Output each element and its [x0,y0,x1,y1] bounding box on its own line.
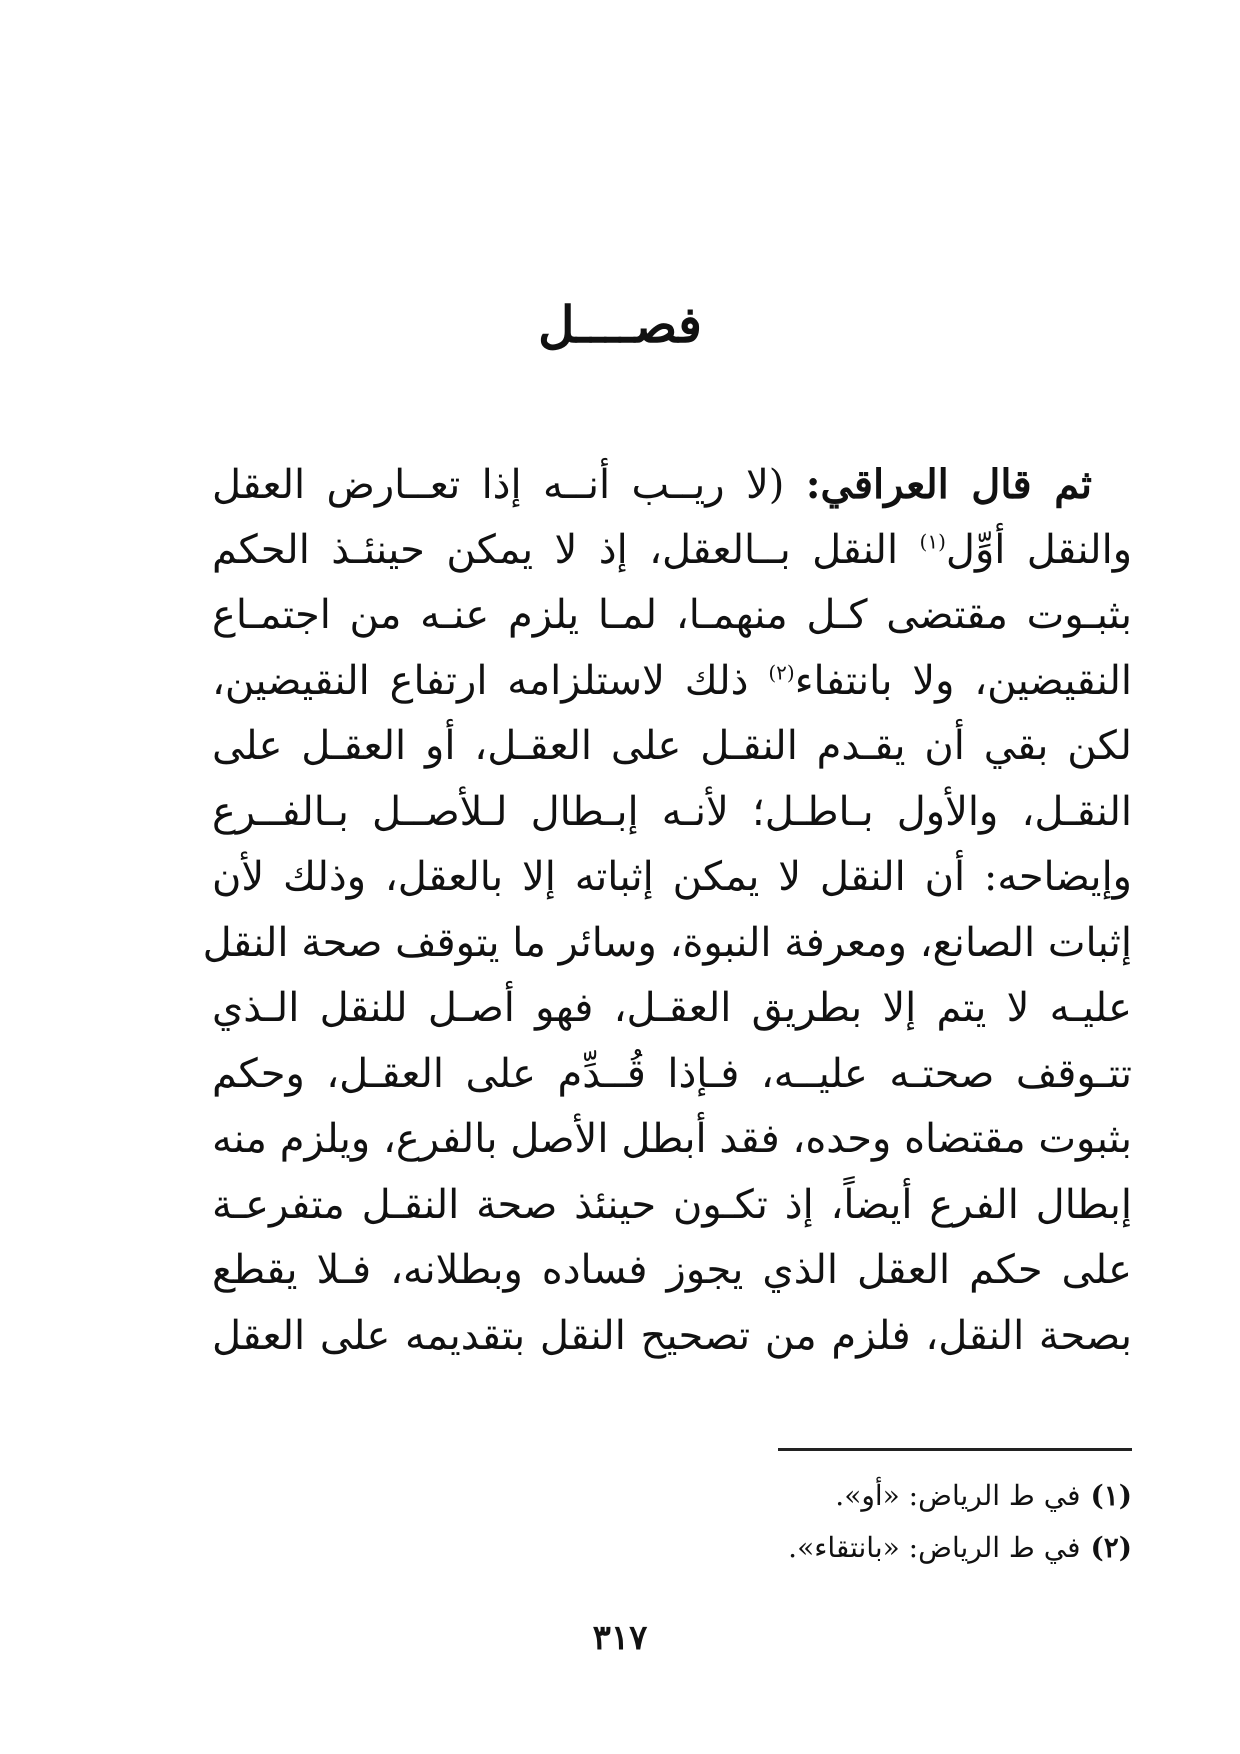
section-heading: فصــــل [538,295,702,354]
text-line [212,649,1132,715]
text-segment: النقـل، والأول بـاطـل؛ لأنـه إبـطال لـلأصــل بـالفــرع [212,788,1132,835]
footnote-item [532,1470,1132,1522]
text-segment: تتـوقف صحتـه عليــه، فـإذا قُــدِّم على العقـل، وحكم [212,1050,1132,1097]
text-segment: على حكم العقل الذي يجوز فساده وبطلانه، فـلا يقطع [212,1247,1132,1293]
text-line [212,714,1132,780]
text-segment: لكن بقي أن يقـدم النقـل على العقـل، أو العقـل على [212,723,1132,769]
text-segment: (لا ريــب أنــه إذا تعــارض العقل [212,462,785,508]
footnote-marker: (١) [919,529,946,554]
text-line [212,1304,1132,1370]
text-line [212,1042,1132,1108]
text-segment: إبطال الفرع أيضاً، إذ تكـون حينئذ صحة النقـل متفرعـة [212,1181,1132,1228]
footnote-marker: (٢) [768,660,795,685]
text-line [212,1238,1132,1304]
text-segment: بصحة النقل، فلزم من تصحيح النقل بتقديمه على العقل [212,1312,1132,1359]
text-segment: عليـه لا يتم إلا بطريق العقـل، فهو أصـل للنقل الـذي [212,985,1132,1031]
footnote-item [532,1522,1132,1574]
text-segment: ذلك لاستلزامه ارتفاع النقيضين، [212,657,749,704]
text-segment: والنقل أوِّل [945,526,1133,573]
text-line [212,1173,1132,1239]
text-line [202,911,1132,977]
text-segment: النقل بــالعقل، إذ لا يمكن حينئـذ الحكم [212,526,899,573]
text-segment: وإيضاحه: أن النقل لا يمكن إثباته إلا بالعقل، وذلك لأن [212,854,1132,900]
main-text [202,452,1133,1369]
footnote-divider [778,1448,1132,1451]
text-segment: النقيضين، ولا بانتفاء [794,657,1133,704]
text-line [212,452,1132,518]
text-line [212,780,1132,846]
footnote-text: في ط الرياض: «أو». [835,1479,1081,1512]
footnotes [532,1470,1132,1574]
page-number: ٣١٧ [592,1618,648,1658]
text-line [212,1107,1132,1173]
footnote-number: (١) [1090,1479,1132,1512]
text-segment: إثبات الصانع، ومعرفة النبوة، وسائر ما يتوقف صحة النقل [202,919,1132,966]
text-line [212,845,1132,911]
footnote-text: في ط الرياض: «بانتقاء». [788,1531,1081,1564]
speaker-label: ثم قال العراقي: [805,461,1092,508]
text-line [212,976,1132,1042]
text-segment: بثبوت مقتضاه وحده، فقد أبطل الأصل بالفرع، ويلزم منه [212,1116,1132,1162]
text-line [212,518,1132,584]
text-line [212,583,1132,649]
footnote-number: (٢) [1090,1531,1132,1564]
text-segment: بثبـوت مقتضى كـل منهمـا، لمـا يلزم عنـه من اجتمـاع [212,592,1132,638]
